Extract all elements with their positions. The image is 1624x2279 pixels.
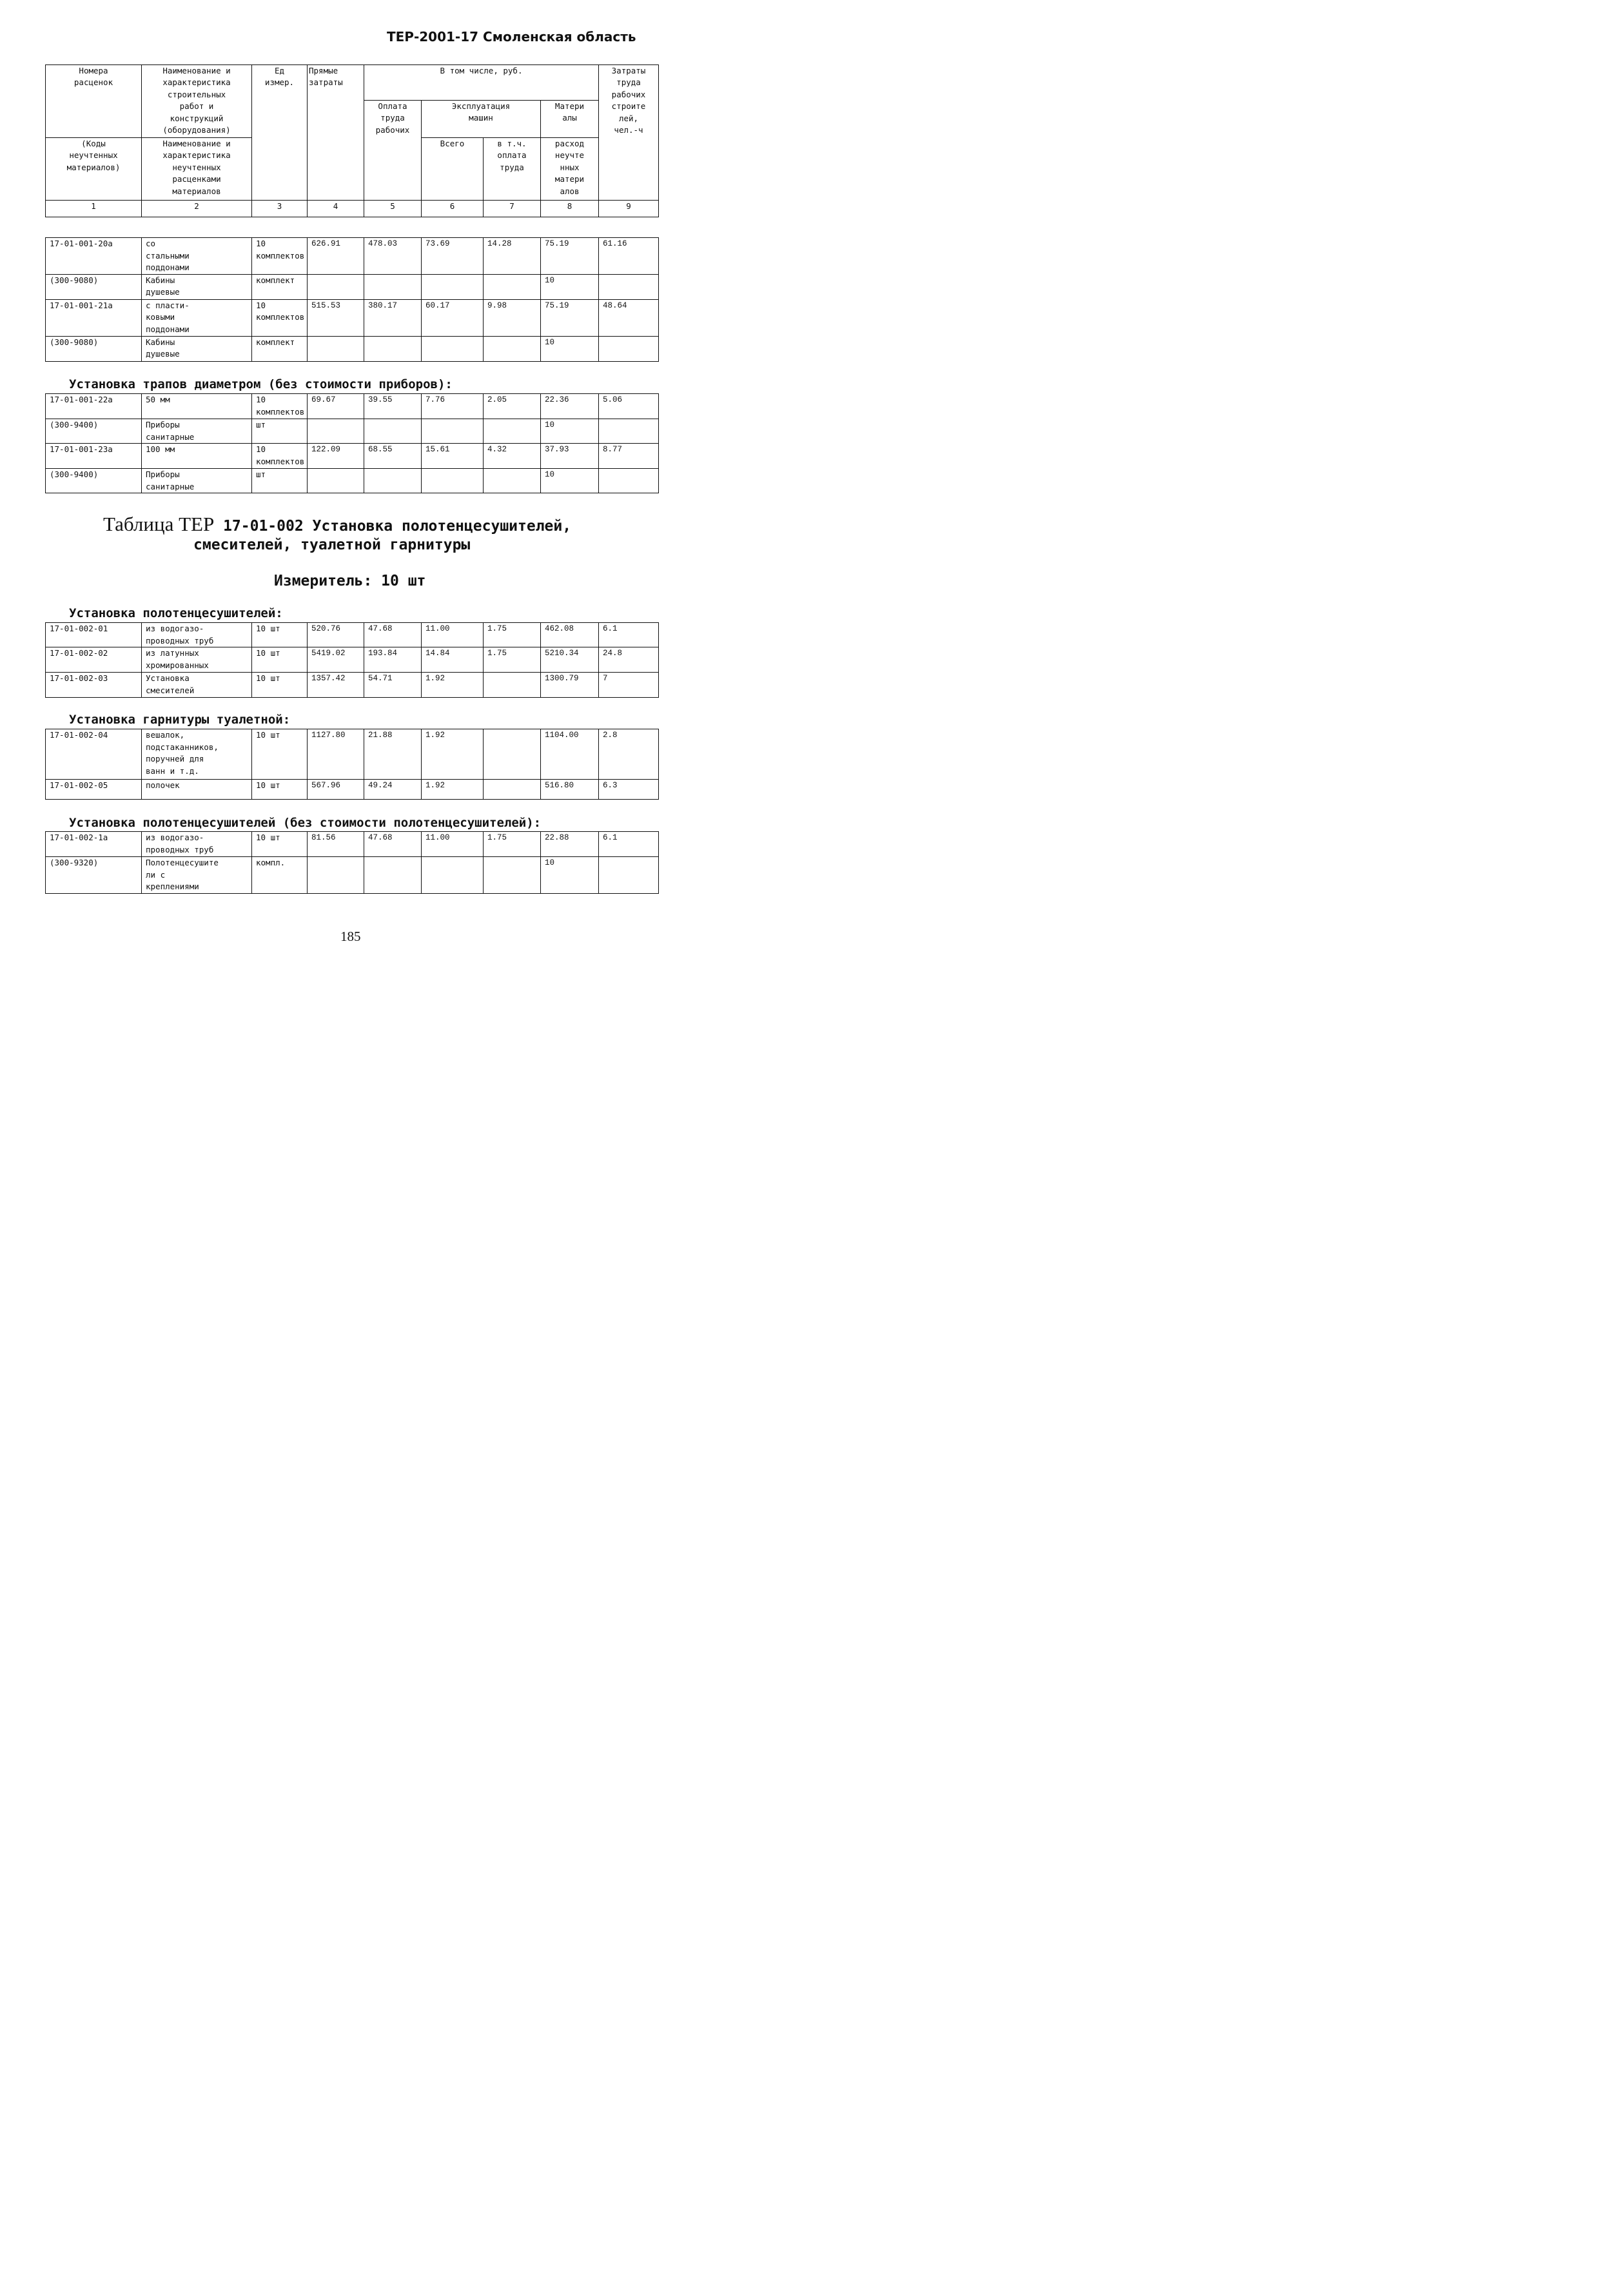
rates-table-drains (45, 393, 659, 493)
labor-hours-cell: 7 (599, 673, 659, 698)
wages-cell: 380.17 (364, 299, 422, 336)
rates-table-towel-dryers-no-cost (45, 831, 659, 894)
labor-hours-cell: 24.8 (599, 647, 659, 673)
rate-code-cell: 17-01-001-20а (46, 238, 142, 275)
unit-cell: 10 шт (252, 729, 308, 780)
header-machine-operation: Эксплуатация машин (422, 101, 541, 138)
rate-code-cell: (300-9400) (46, 419, 142, 444)
unit-cell: 10 комплектов (252, 444, 308, 469)
labor-hours-cell (599, 274, 659, 299)
unit-cell: компл. (252, 857, 308, 894)
materials-cell: 10 (541, 857, 599, 894)
header-col-number: 5 (364, 201, 422, 217)
table-row (46, 780, 659, 800)
table-row (46, 832, 659, 857)
machine-wages-cell: 9.98 (484, 299, 541, 336)
machine-total-cell: 11.00 (422, 832, 484, 857)
description-cell: полочек (142, 780, 252, 800)
table-measure-unit: Измеритель: 10 шт (274, 573, 426, 589)
labor-hours-cell (599, 469, 659, 493)
direct-costs-cell: 1357.42 (308, 673, 364, 698)
direct-costs-cell: 1127.80 (308, 729, 364, 780)
description-cell: Приборы санитарные (142, 469, 252, 493)
unit-cell: комплект (252, 336, 308, 361)
header-col-number: 8 (541, 201, 599, 217)
machine-wages-cell (484, 729, 541, 780)
unit-cell: 10 комплектов (252, 394, 308, 419)
wages-cell (364, 336, 422, 361)
table-row (46, 394, 659, 419)
labor-hours-cell: 6.3 (599, 780, 659, 800)
section-title-drains: Установка трапов диаметром (без стоимости приборов): (69, 377, 453, 391)
header-labor-hours: Затраты труда рабочих строите лей, чел.-ч (599, 65, 659, 201)
direct-costs-cell (308, 419, 364, 444)
unit-cell: 10 шт (252, 780, 308, 800)
materials-cell: 462.08 (541, 623, 599, 647)
unit-cell: 10 комплектов (252, 238, 308, 275)
machine-wages-cell: 1.75 (484, 832, 541, 857)
machine-wages-cell (484, 419, 541, 444)
machine-total-cell (422, 469, 484, 493)
wages-cell (364, 419, 422, 444)
wages-cell: 39.55 (364, 394, 422, 419)
direct-costs-cell (308, 857, 364, 894)
header-material-consumption: расход неучте нных матери алов (541, 138, 599, 201)
table-title (103, 513, 571, 536)
machine-total-cell (422, 336, 484, 361)
wages-cell: 478.03 (364, 238, 422, 275)
rate-code-cell: (300-9080) (46, 274, 142, 299)
description-cell: вешалок, подстаканников, поручней для ванн и т.д. (142, 729, 252, 780)
unit-cell: шт (252, 469, 308, 493)
header-col-number: 7 (484, 201, 541, 217)
materials-cell: 1300.79 (541, 673, 599, 698)
labor-hours-cell: 8.77 (599, 444, 659, 469)
table-title-prefix: Таблица ТЕР (103, 513, 215, 535)
labor-hours-cell: 6.1 (599, 832, 659, 857)
table-row (46, 444, 659, 469)
table-row (46, 299, 659, 336)
unit-cell: 10 шт (252, 673, 308, 698)
machine-total-cell (422, 419, 484, 444)
unit-cell: комплект (252, 274, 308, 299)
machine-total-cell (422, 274, 484, 299)
machine-total-cell: 14.84 (422, 647, 484, 673)
rates-table-toilet-accessories (45, 729, 659, 800)
labor-hours-cell (599, 419, 659, 444)
machine-wages-cell (484, 780, 541, 800)
unit-cell: шт (252, 419, 308, 444)
rate-code-cell: 17-01-002-01 (46, 623, 142, 647)
machine-wages-cell (484, 336, 541, 361)
header-rate-number: Номера расценок (46, 65, 142, 138)
direct-costs-cell: 626.91 (308, 238, 364, 275)
machine-total-cell: 60.17 (422, 299, 484, 336)
header-wages: Оплата труда рабочих (364, 101, 422, 201)
table-row (46, 336, 659, 361)
direct-costs-cell (308, 469, 364, 493)
header-work-name: Наименование и характеристика строительных работ и конструкций (оборудования) (142, 65, 252, 138)
machine-wages-cell: 1.75 (484, 623, 541, 647)
wages-cell (364, 469, 422, 493)
table-row (46, 623, 659, 647)
wages-cell: 47.68 (364, 623, 422, 647)
table-row (46, 857, 659, 894)
rate-code-cell: 17-01-002-03 (46, 673, 142, 698)
machine-wages-cell (484, 673, 541, 698)
direct-costs-cell (308, 274, 364, 299)
header-machine-wages: в т.ч. оплата труда (484, 138, 541, 201)
description-cell: из водогазо- проводных труб (142, 623, 252, 647)
materials-cell: 10 (541, 336, 599, 361)
direct-costs-cell: 69.67 (308, 394, 364, 419)
wages-cell: 49.24 (364, 780, 422, 800)
table-title-line2: смесителей, туалетной гарнитуры (193, 537, 471, 553)
machine-total-cell: 1.92 (422, 673, 484, 698)
header-col-number: 2 (142, 201, 252, 217)
rate-code-cell: 17-01-001-22а (46, 394, 142, 419)
materials-cell: 75.19 (541, 238, 599, 275)
labor-hours-cell (599, 857, 659, 894)
header-col-number: 9 (599, 201, 659, 217)
description-cell: Полотенцесушите ли с креплениями (142, 857, 252, 894)
materials-cell: 5210.34 (541, 647, 599, 673)
rate-code-cell: 17-01-002-05 (46, 780, 142, 800)
header-col-number: 6 (422, 201, 484, 217)
machine-total-cell: 73.69 (422, 238, 484, 275)
materials-cell: 10 (541, 419, 599, 444)
header-materials: Матери алы (541, 101, 599, 138)
direct-costs-cell: 515.53 (308, 299, 364, 336)
description-cell: из латунных хромированных (142, 647, 252, 673)
direct-costs-cell: 81.56 (308, 832, 364, 857)
machine-total-cell: 11.00 (422, 623, 484, 647)
direct-costs-cell: 5419.02 (308, 647, 364, 673)
labor-hours-cell: 61.16 (599, 238, 659, 275)
rate-code-cell: 17-01-002-1а (46, 832, 142, 857)
table-row (46, 647, 659, 673)
description-cell: 50 мм (142, 394, 252, 419)
machine-wages-cell: 2.05 (484, 394, 541, 419)
rates-table-towel-dryers (45, 622, 659, 698)
table-title-code: 17-01-002 Установка полотенцесушителей, (223, 518, 572, 535)
header-col-number: 3 (252, 201, 308, 217)
materials-cell: 22.36 (541, 394, 599, 419)
header-direct-costs: Прямые затраты (308, 65, 364, 201)
section-title-towel-dryers: Установка полотенцесушителей: (69, 606, 283, 620)
wages-cell (364, 274, 422, 299)
materials-cell: 75.19 (541, 299, 599, 336)
header-including-group: В том числе, руб. (364, 65, 599, 101)
unit-cell: 10 шт (252, 647, 308, 673)
unit-cell: 10 комплектов (252, 299, 308, 336)
description-cell: Установка смесителей (142, 673, 252, 698)
wages-cell: 193.84 (364, 647, 422, 673)
rate-code-cell: (300-9080) (46, 336, 142, 361)
rate-code-cell: 17-01-002-04 (46, 729, 142, 780)
wages-cell: 21.88 (364, 729, 422, 780)
machine-total-cell (422, 857, 484, 894)
direct-costs-cell: 567.96 (308, 780, 364, 800)
machine-wages-cell: 4.32 (484, 444, 541, 469)
materials-cell: 1104.00 (541, 729, 599, 780)
machine-total-cell: 1.92 (422, 780, 484, 800)
rate-code-cell: 17-01-001-21а (46, 299, 142, 336)
wages-cell: 54.71 (364, 673, 422, 698)
rates-table-shower-cabins (45, 237, 659, 362)
direct-costs-cell (308, 336, 364, 361)
header-unit: Ед измер. (252, 65, 308, 201)
machine-wages-cell: 14.28 (484, 238, 541, 275)
rate-code-cell: (300-9400) (46, 469, 142, 493)
table-row (46, 469, 659, 493)
header-col-number: 1 (46, 201, 142, 217)
description-cell: Приборы санитарные (142, 419, 252, 444)
wages-cell (364, 857, 422, 894)
rate-code-cell: 17-01-002-02 (46, 647, 142, 673)
table-row (46, 419, 659, 444)
description-cell: из водогазо- проводных труб (142, 832, 252, 857)
labor-hours-cell: 48.64 (599, 299, 659, 336)
description-cell: с пласти- ковыми поддонами (142, 299, 252, 336)
wages-cell: 47.68 (364, 832, 422, 857)
description-cell: 100 мм (142, 444, 252, 469)
header-material-names: Наименование и характеристика неучтенных расценками материалов (142, 138, 252, 201)
materials-cell: 22.88 (541, 832, 599, 857)
header-machine-total: Всего (422, 138, 484, 201)
materials-cell: 10 (541, 274, 599, 299)
running-title: ТЕР-2001-17 Смоленская область (387, 29, 636, 44)
rate-code-cell: 17-01-001-23а (46, 444, 142, 469)
machine-total-cell: 15.61 (422, 444, 484, 469)
direct-costs-cell: 520.76 (308, 623, 364, 647)
direct-costs-cell: 122.09 (308, 444, 364, 469)
table-row (46, 673, 659, 698)
page-number: 185 (340, 929, 361, 944)
labor-hours-cell: 6.1 (599, 623, 659, 647)
machine-total-cell: 1.92 (422, 729, 484, 780)
labor-hours-cell: 5.06 (599, 394, 659, 419)
materials-cell: 37.93 (541, 444, 599, 469)
machine-total-cell: 7.76 (422, 394, 484, 419)
table-row (46, 274, 659, 299)
machine-wages-cell (484, 274, 541, 299)
header-material-codes: (Коды неучтенных материалов) (46, 138, 142, 201)
column-header-table (45, 64, 659, 217)
table-row (46, 238, 659, 275)
rate-code-cell: (300-9320) (46, 857, 142, 894)
table-row (46, 729, 659, 780)
unit-cell: 10 шт (252, 623, 308, 647)
description-cell: Кабины душевые (142, 336, 252, 361)
labor-hours-cell: 2.8 (599, 729, 659, 780)
machine-wages-cell: 1.75 (484, 647, 541, 673)
materials-cell: 10 (541, 469, 599, 493)
wages-cell: 68.55 (364, 444, 422, 469)
description-cell: Кабины душевые (142, 274, 252, 299)
section-title-toilet-accessories: Установка гарнитуры туалетной: (69, 713, 291, 727)
materials-cell: 516.80 (541, 780, 599, 800)
section-title-towel-dryers-no-cost: Установка полотенцесушителей (без стоимости полотенцесушителей): (69, 816, 542, 830)
machine-wages-cell (484, 469, 541, 493)
unit-cell: 10 шт (252, 832, 308, 857)
labor-hours-cell (599, 336, 659, 361)
description-cell: со стальными поддонами (142, 238, 252, 275)
header-col-number: 4 (308, 201, 364, 217)
machine-wages-cell (484, 857, 541, 894)
